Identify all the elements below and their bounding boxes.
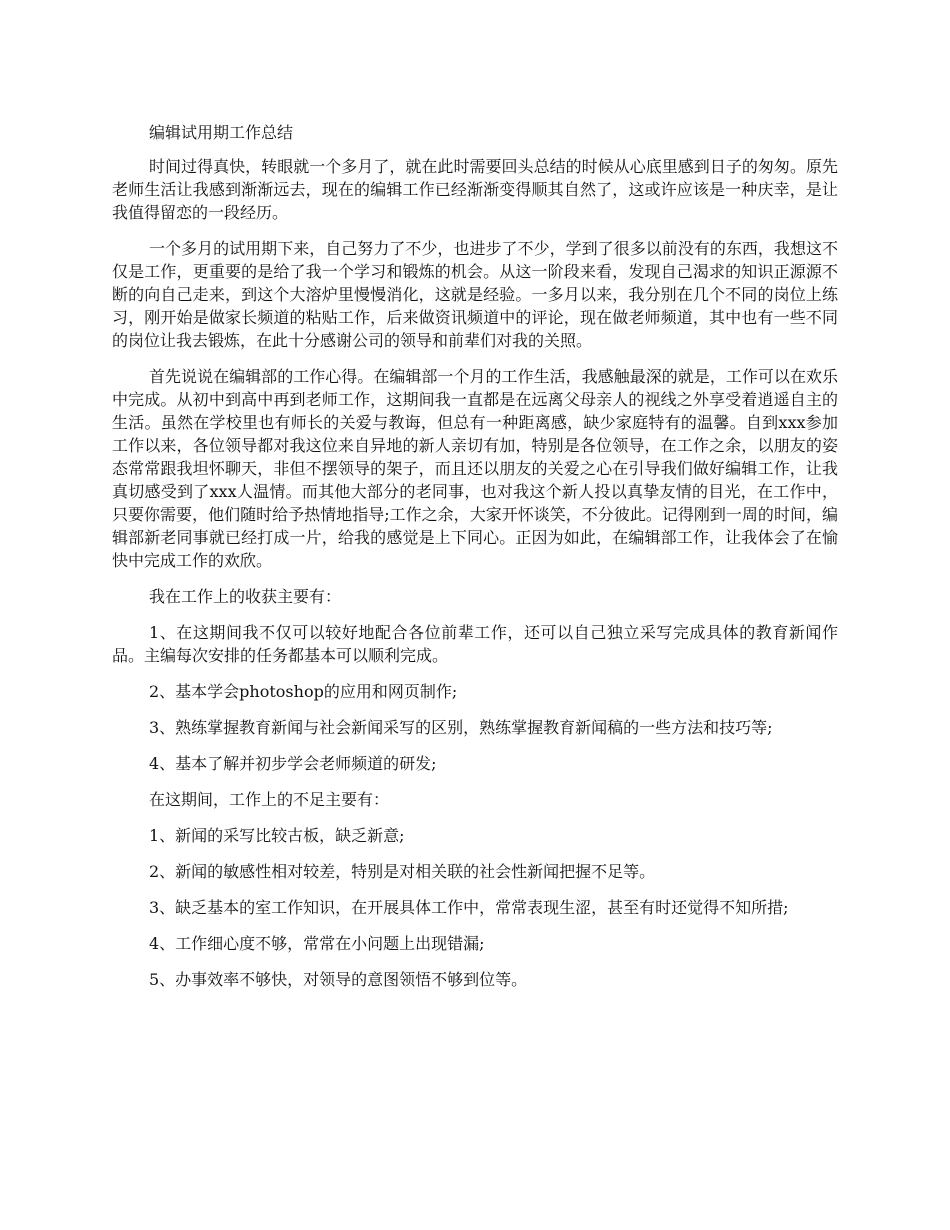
list-item-shortcoming-4: 4、工作细心度不够，常常在小问题上出现错漏; bbox=[149, 934, 485, 953]
list-item-shortcoming-5: 5、办事效率不够快，对领导的意图领悟不够到位等。 bbox=[149, 970, 528, 989]
paragraph-work-experience: 首先说说在编辑部的工作心得。在编辑部一个月的工作生活，我感触最深的就是，工作可以在欢乐中完成。从初中到高中再到老师工作，这期间我一直都是在远离父母亲人的视线之外享受着逍遥自主的生活。虽然在学校里也有师长的关爱与教诲，但总有一种距离感，缺少家庭特有的温馨。自到xxx参加工作以来，各位领导都对我这位来自异地的新人亲切有加，特别是各位领导，在工作之余，以朋友的姿态常常跟我坦怀聊天，非但不摆领导的架子，而且还以朋友的关爱之心在引导我们做好编辑工作，让我真切感受到了xxx人温情。而其他大部分的老同事，也对我这个新人投以真挚友情的目光，在工作中，只要你需要，他们随时给予热情地指导;工作之余，大家开怀谈笑，不分彼此。记得刚到一周的时间，编辑部新老同事就已经打成一片，给我的感觉是上下同心。正因为如此，在编辑部工作，让我体会了在愉快中完成工作的欢欣。 bbox=[112, 367, 838, 570]
document-title: 编辑试用期工作总结 bbox=[149, 123, 294, 142]
paragraph-trial-period: 一个多月的试用期下来，自己努力了不少，也进步了不少，学到了很多以前没有的东西，我想这不仅是工作，更重要的是给了我一个学习和锻炼的机会。从这一阶段来看，发现自己渴求的知识正源源不断的向自己走来，到这个大溶炉里慢慢消化，这就是经验。一多月以来，我分别在几个不同的岗位上练习，刚开始是做家长频道的粘贴工作，后来做资讯频道中的评论，现在做老师频道，其中也有一些不同的岗位让我去锻炼，在此十分感谢公司的领导和前辈们对我的关照。 bbox=[112, 239, 838, 350]
list-item-gain-1: 1、在这期间我不仅可以较好地配合各位前辈工作，还可以自己独立采写完成具体的教育新闻作品。主编每次安排的任务都基本可以顺利完成。 bbox=[112, 623, 838, 665]
list-item-shortcoming-3: 3、缺乏基本的室工作知识，在开展具体工作中，常常表现生涩，甚至有时还觉得不知所措; bbox=[149, 898, 789, 917]
paragraph-gains-heading: 我在工作上的收获主要有： bbox=[149, 587, 342, 606]
list-item-gain-3: 3、熟练掌握教育新闻与社会新闻采写的区别，熟练掌握教育新闻稿的一些方法和技巧等; bbox=[149, 718, 773, 737]
list-item-shortcoming-1: 1、新闻的采写比较古板，缺乏新意; bbox=[149, 826, 405, 845]
list-item-shortcoming-2: 2、新闻的敏感性相对较差，特别是对相关联的社会性新闻把握不足等。 bbox=[149, 862, 656, 881]
paragraph-intro: 时间过得真快，转眼就一个多月了，就在此时需要回头总结的时候从心底里感到日子的匆匆。原先老师生活让我感到渐渐远去，现在的编辑工作已经渐渐变得顺其自然了，这或许应该是一种庆幸，是让我值得留恋的一段经历。 bbox=[112, 157, 838, 222]
list-item-gain-4: 4、基本了解并初步学会老师频道的研发; bbox=[149, 754, 437, 773]
paragraph-shortcomings-heading: 在这期间，工作上的不足主要有： bbox=[149, 790, 390, 809]
document-page bbox=[112, 121, 838, 1004]
list-item-gain-2: 2、基本学会photoshop的应用和网页制作; bbox=[149, 682, 458, 701]
